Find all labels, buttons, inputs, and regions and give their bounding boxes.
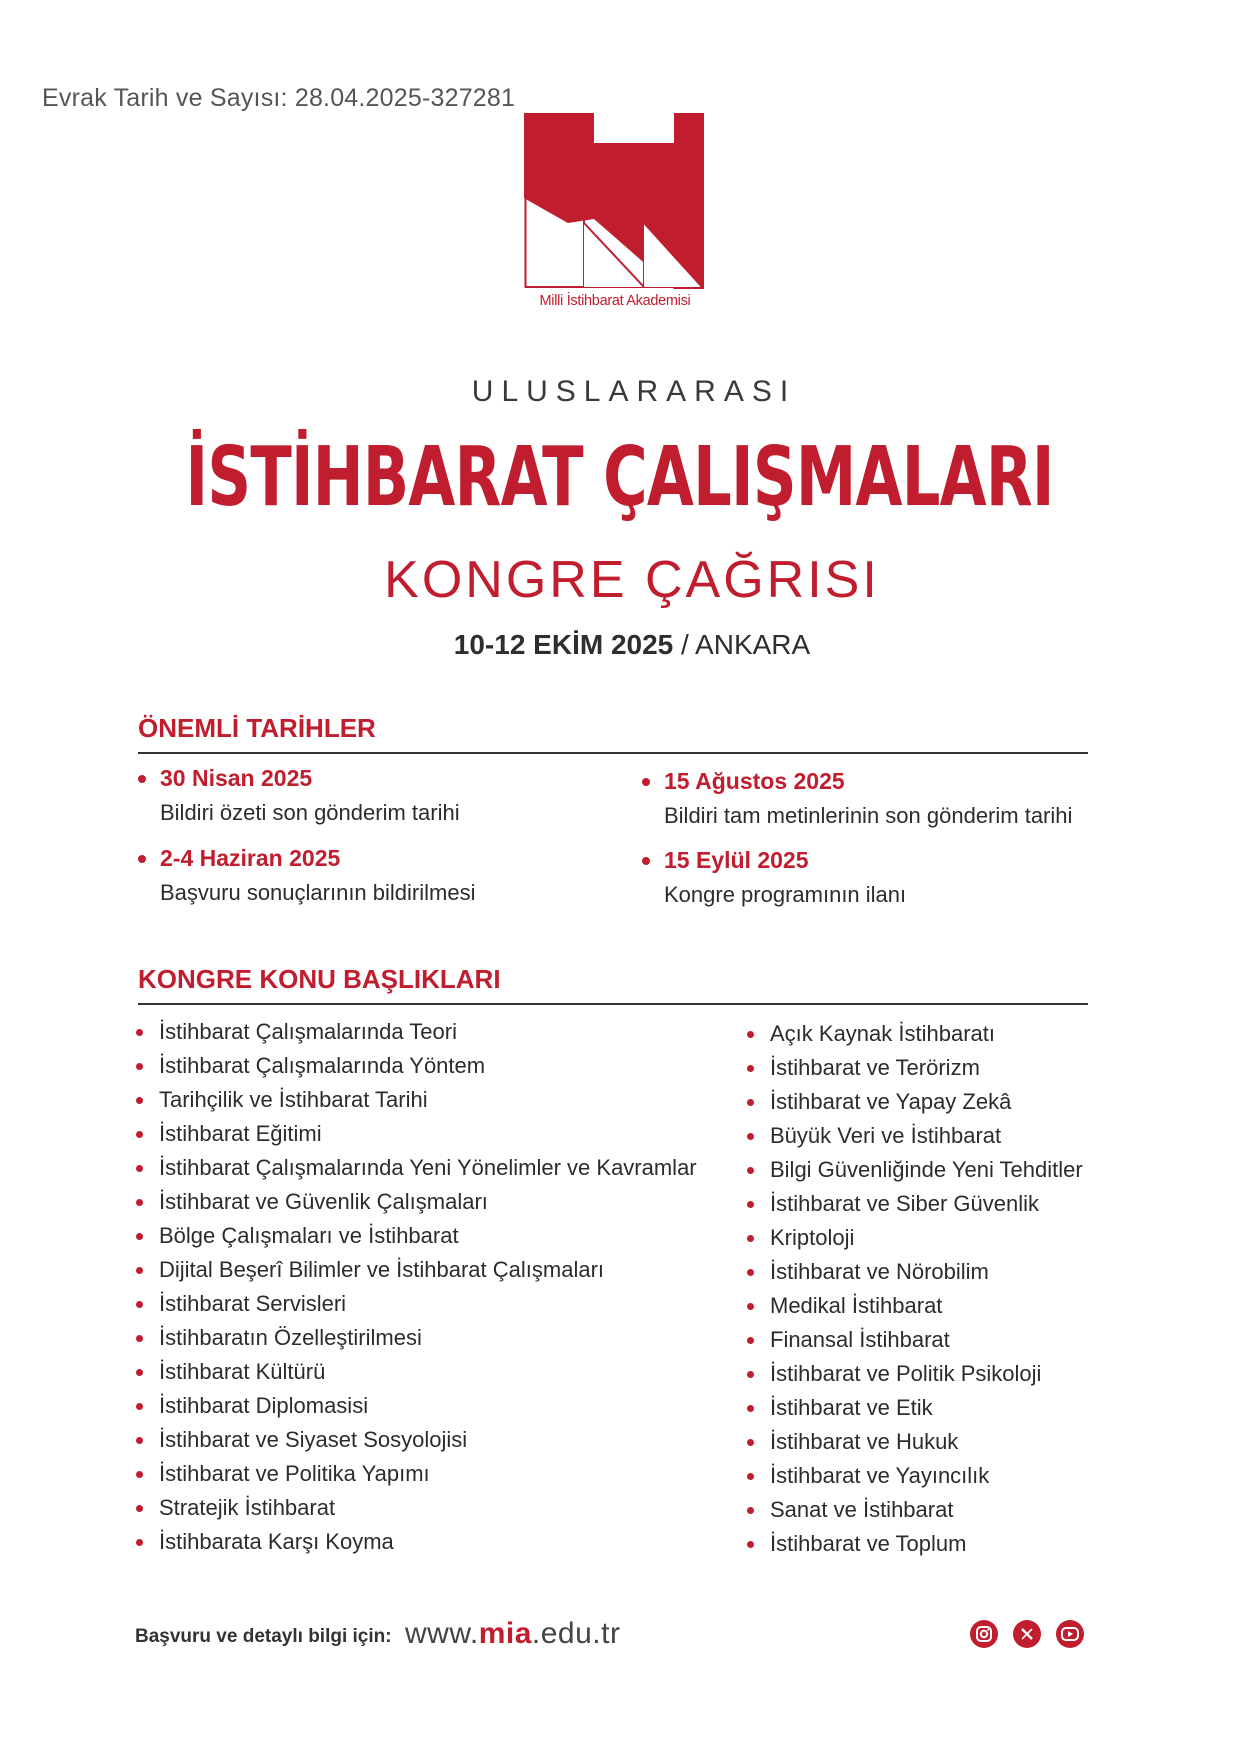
bullet-icon [747,1337,754,1344]
bullet-icon [747,1269,754,1276]
bullet-icon [747,1099,754,1106]
bullet-icon [138,855,146,863]
section-divider [138,1003,1088,1005]
bullet-icon [136,1097,143,1104]
bullet-icon [136,1539,143,1546]
bullet-icon [747,1507,754,1514]
topic-item: İstihbarat ve Toplum [747,1527,1083,1561]
bullet-icon [747,1201,754,1208]
topic-item: İstihbarat Eğitimi [136,1117,697,1151]
topic-item: İstihbarat ve Etik [747,1391,1083,1425]
bullet-icon [747,1405,754,1412]
topic-item: İstihbarat ve Siber Güvenlik [747,1187,1083,1221]
topic-item: Büyük Veri ve İstihbarat [747,1119,1083,1153]
bullet-icon [747,1031,754,1038]
topic-item: İstihbarat ve Yapay Zekâ [747,1085,1083,1119]
bullet-icon [136,1505,143,1512]
topic-item: İstihbarata Karşı Koyma [136,1525,697,1559]
topic-item: İstihbarat ve Siyaset Sosyolojisi [136,1423,697,1457]
bullet-icon [136,1131,143,1138]
section-divider [138,752,1088,754]
topic-item: İstihbarat ve Politik Psikoloji [747,1357,1083,1391]
topic-item: Stratejik İstihbarat [136,1491,697,1525]
topic-item: İstihbaratın Özelleştirilmesi [136,1321,697,1355]
topic-item: İstihbarat ve Terörizm [747,1051,1083,1085]
bullet-icon [136,1437,143,1444]
topics-list-right [747,1017,1083,1561]
event-dates: 10-12 EKİM 2025 [453,629,674,660]
bullet-icon [136,1267,143,1274]
topic-item: Bilgi Güvenliğinde Yeni Tehditler [747,1153,1083,1187]
bullet-icon [136,1029,143,1036]
topics-list-left [136,1015,697,1559]
topic-item: İstihbarat Çalışmalarında Yöntem [136,1049,697,1083]
topic-item: Finansal İstihbarat [747,1323,1083,1357]
topic-item: Açık Kaynak İstihbaratı [747,1017,1083,1051]
topic-item: İstihbarat ve Yayıncılık [747,1459,1083,1493]
bullet-icon [747,1303,754,1310]
document-stamp: Evrak Tarih ve Sayısı: 28.04.2025-327281 [42,84,516,112]
date-item: 2-4 Haziran 2025 Başvuru sonuçlarının bildirilmesi [138,845,475,906]
website-link[interactable]: www.mia.edu.tr [405,1617,621,1650]
x-icon[interactable] [1013,1620,1041,1648]
bullet-icon [136,1233,143,1240]
topic-item: Sanat ve İstihbarat [747,1493,1083,1527]
topic-item: Bölge Çalışmaları ve İstihbarat [136,1219,697,1253]
bullet-icon [747,1473,754,1480]
bullet-icon [747,1541,754,1548]
bullet-icon [136,1165,143,1172]
bullet-icon [136,1335,143,1342]
logo-caption: Milli İstihbarat Akademisi [539,293,691,309]
logo-mark-icon [524,113,704,289]
topic-item: İstihbarat Kültürü [136,1355,697,1389]
topic-item: İstihbarat Diplomasisi [136,1389,697,1423]
instagram-icon[interactable] [970,1620,998,1648]
important-dates-heading: ÖNEMLİ TARİHLER [138,713,376,743]
topic-item: İstihbarat ve Nörobilim [747,1255,1083,1289]
footer-label: Başvuru ve detaylı bilgi için: [135,1626,392,1647]
bullet-icon [747,1133,754,1140]
academy-logo [524,113,704,289]
event-info: 10-12 EKİM 2025 / ANKARA [453,629,811,660]
topic-item: Kriptoloji [747,1221,1083,1255]
bullet-icon [136,1199,143,1206]
bullet-icon [747,1371,754,1378]
bullet-icon [138,775,146,783]
topic-item: Tarihçilik ve İstihbarat Tarihi [136,1083,697,1117]
bullet-icon [747,1065,754,1072]
bullet-icon [747,1167,754,1174]
date-item: 15 Eylül 2025 Kongre programının ilanı [642,847,906,908]
bullet-icon [136,1063,143,1070]
bullet-icon [642,778,650,786]
page-title: İSTİHBARAT ÇALIŞMALARI [185,430,1055,525]
event-city: ANKARA [695,629,811,660]
bullet-icon [642,857,650,865]
bullet-icon [747,1235,754,1242]
topic-item: İstihbarat ve Hukuk [747,1425,1083,1459]
date-item: 30 Nisan 2025 Bildiri özeti son gönderim tarihi [138,765,460,826]
title-overline: ULUSLARARASI [471,375,797,408]
topic-item: İstihbarat Çalışmalarında Yeni Yönelimler ve Kavramlar [136,1151,697,1185]
topic-item: İstihbarat Servisleri [136,1287,697,1321]
bullet-icon [136,1471,143,1478]
date-item: 15 Ağustos 2025 Bildiri tam metinlerinin son gönderim tarihi [642,768,1072,829]
topic-item: İstihbarat Çalışmalarında Teori [136,1015,697,1049]
topic-item: İstihbarat ve Politika Yapımı [136,1457,697,1491]
bullet-icon [136,1301,143,1308]
topic-item: İstihbarat ve Güvenlik Çalışmaları [136,1185,697,1219]
page-subtitle: KONGRE ÇAĞRISI [384,551,880,609]
bullet-icon [136,1403,143,1410]
bullet-icon [747,1439,754,1446]
youtube-icon[interactable] [1056,1620,1084,1648]
topics-heading: KONGRE KONU BAŞLIKLARI [138,964,501,994]
bullet-icon [136,1369,143,1376]
topic-item: Medikal İstihbarat [747,1289,1083,1323]
topic-item: Dijital Beşerî Bilimler ve İstihbarat Çalışmaları [136,1253,697,1287]
